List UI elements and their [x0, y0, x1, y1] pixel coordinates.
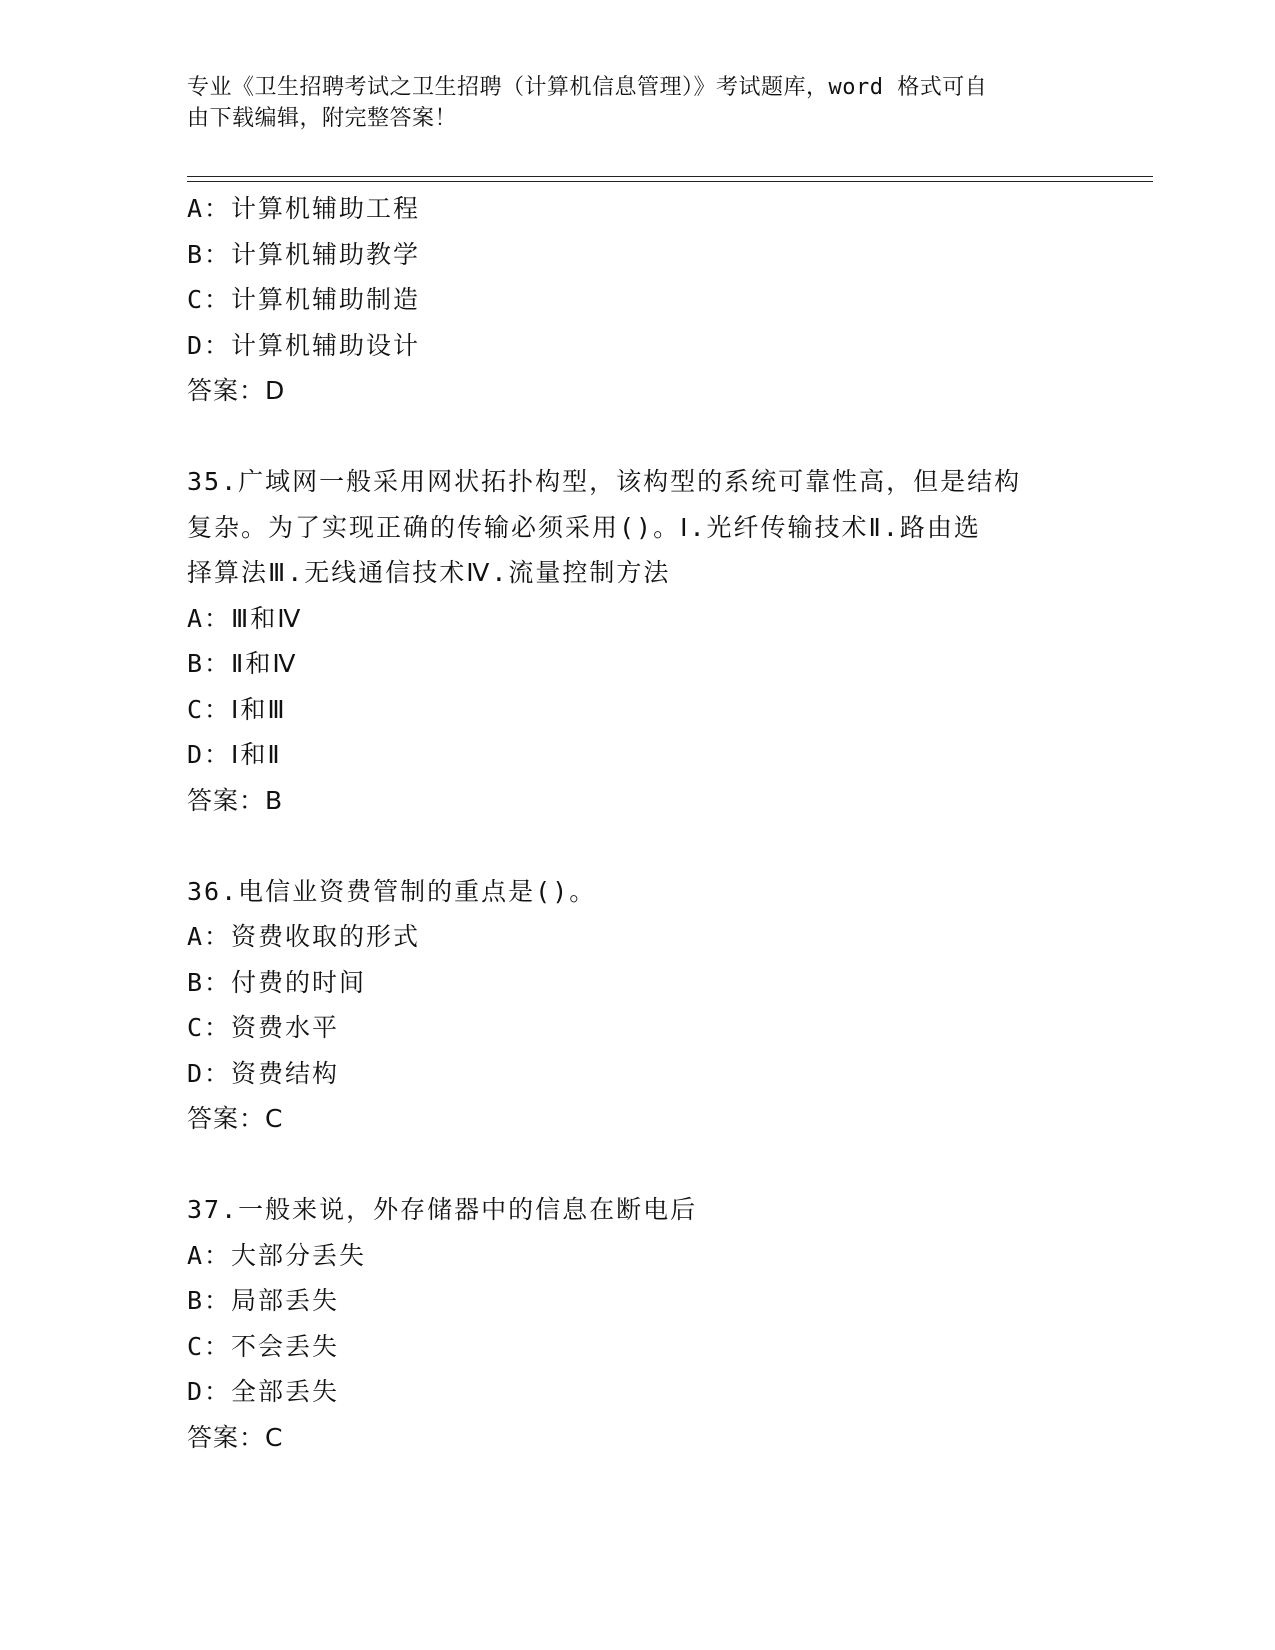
- option-b: B：计算机辅助教学: [187, 239, 421, 269]
- answer-line: 答案：B: [187, 785, 284, 815]
- spacer: [187, 1142, 1087, 1188]
- option-b: B：付费的时间: [187, 967, 367, 997]
- option-a: A：资费收取的形式: [187, 922, 421, 951]
- option-a: A：计算机辅助工程: [187, 194, 421, 223]
- spacer: [187, 823, 1087, 869]
- option-c: C：计算机辅助制造: [187, 285, 421, 314]
- spacer: [187, 414, 1087, 460]
- answer-line: 答案：D: [187, 376, 286, 405]
- option-a: A：Ⅲ和Ⅳ: [187, 603, 303, 633]
- option-c: C：不会丢失: [187, 1331, 340, 1361]
- answer-line: 答案：C: [187, 1422, 284, 1452]
- question-text-line: 36.电信业资费管制的重点是()。: [187, 876, 597, 906]
- document-header: [187, 72, 1067, 134]
- header-divider-top: [187, 176, 1153, 177]
- option-c: C：资费水平: [187, 1013, 340, 1042]
- option-d: D：计算机辅助设计: [187, 330, 421, 360]
- question-text-line: 37.一般来说，外存储器中的信息在断电后: [187, 1195, 698, 1224]
- option-b: B：局部丢失: [187, 1286, 340, 1315]
- question-text-line: 择算法Ⅲ.无线通信技术Ⅳ.流量控制方法: [187, 558, 671, 587]
- option-d: D：全部丢失: [187, 1377, 340, 1406]
- question-block: [187, 459, 1087, 823]
- question-block: [187, 869, 1087, 1142]
- option-b: B：Ⅱ和Ⅳ: [187, 649, 298, 678]
- header-line-2: 由下载编辑，附完整答案！: [187, 106, 458, 131]
- question-text-line: 35.广域网一般采用网状拓扑构型，该构型的系统可靠性高，但是结构: [187, 467, 1022, 496]
- question-text-line: 复杂。为了实现正确的传输必须采用()。Ⅰ.光纤传输技术Ⅱ.路由选: [187, 512, 981, 542]
- question-block: [187, 1187, 1087, 1460]
- header-line-1: 专业《卫生招聘考试之卫生招聘（计算机信息管理）》考试题库，word 格式可自: [187, 75, 988, 100]
- option-d: D：资费结构: [187, 1058, 340, 1088]
- question-list: [187, 186, 1087, 1460]
- option-a: A：大部分丢失: [187, 1240, 367, 1270]
- option-c: C：Ⅰ和Ⅲ: [187, 694, 287, 724]
- header-divider-bottom: [187, 181, 1153, 182]
- option-d: D：Ⅰ和Ⅱ: [187, 740, 282, 769]
- answer-line: 答案：C: [187, 1104, 284, 1133]
- question-block: [187, 186, 1087, 414]
